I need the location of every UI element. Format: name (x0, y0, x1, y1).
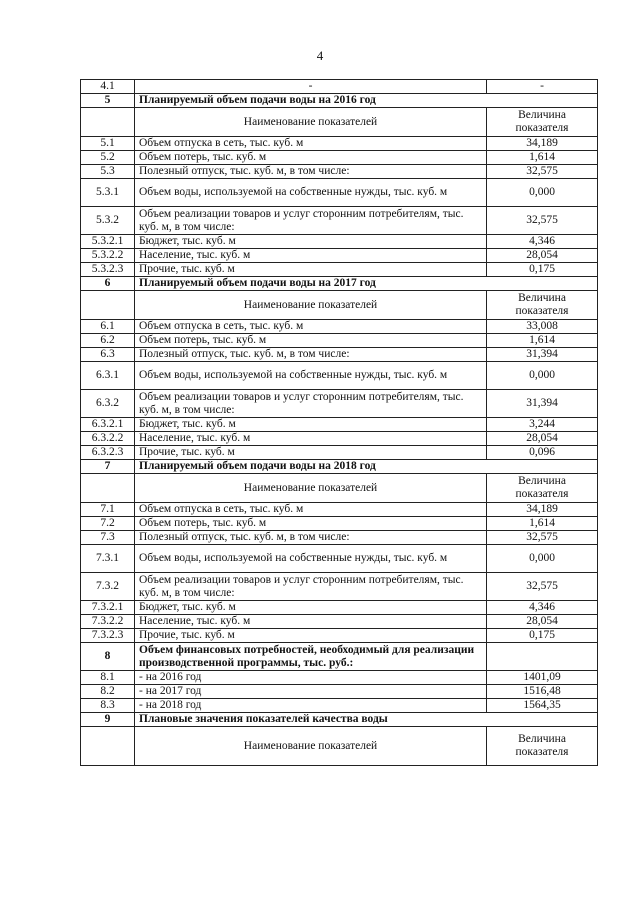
row-number: 6.3.2.3 (81, 446, 135, 460)
row-number: 4.1 (81, 80, 135, 94)
table-row (81, 615, 598, 629)
row-value: 28,054 (487, 615, 598, 629)
row-value: 32,575 (487, 531, 598, 545)
table-row (81, 503, 598, 517)
row-name: Население, тыс. куб. м (135, 432, 487, 446)
row-name: Объем реализации товаров и услуг сторонним потребителям, тыс. куб. м, в том числе: (135, 573, 487, 601)
row-name: Объем потерь, тыс. куб. м (135, 334, 487, 348)
row-name: Бюджет, тыс. куб. м (135, 601, 487, 615)
row-value: 33,008 (487, 320, 598, 334)
section-number: 7 (81, 460, 135, 474)
row-name: Объем отпуска в сеть, тыс. куб. м (135, 503, 487, 517)
section-title: Объем финансовых потребностей, необходимый для реализации производственной программы, тыс. руб.: (135, 643, 487, 671)
row-value: 34,189 (487, 503, 598, 517)
section-title: Планируемый объем подачи воды на 2018 год (135, 460, 598, 474)
row-number: 6.3.1 (81, 362, 135, 390)
table-row (81, 432, 598, 446)
row-number: 5.2 (81, 151, 135, 165)
row-number: 7.1 (81, 503, 135, 517)
table-row (81, 179, 598, 207)
header-name: Наименование показателей (135, 108, 487, 137)
row-number: 7.3.2.2 (81, 615, 135, 629)
table-row (81, 263, 598, 277)
indicator-table (80, 79, 598, 766)
row-number: 6.3 (81, 348, 135, 362)
row-name: - на 2017 год (135, 685, 487, 699)
section-title: Планируемый объем подачи воды на 2016 год (135, 94, 598, 108)
row-number: 8.1 (81, 671, 135, 685)
table-row (81, 685, 598, 699)
header-number-cell (81, 727, 135, 766)
row-number: 7.3.2.3 (81, 629, 135, 643)
row-name: Объем отпуска в сеть, тыс. куб. м (135, 320, 487, 334)
row-value: 0,096 (487, 446, 598, 460)
header-value: Величина показателя (487, 291, 598, 320)
row-name: Объем реализации товаров и услуг сторонним потребителям, тыс. куб. м, в том числе: (135, 390, 487, 418)
row-number: 7.3 (81, 531, 135, 545)
row-value: 1516,48 (487, 685, 598, 699)
table-row (81, 573, 598, 601)
row-value: 28,054 (487, 249, 598, 263)
column-header-row (81, 108, 598, 137)
section-number: 8 (81, 643, 135, 671)
table-row (81, 320, 598, 334)
row-value: 0,175 (487, 629, 598, 643)
row-name: Объем потерь, тыс. куб. м (135, 517, 487, 531)
table-row (81, 334, 598, 348)
row-number: 5.3.2 (81, 207, 135, 235)
table-row (81, 446, 598, 460)
header-value: Величина показателя (487, 108, 598, 137)
table-row (81, 137, 598, 151)
row-name: Объем воды, используемой на собственные нужды, тыс. куб. м (135, 179, 487, 207)
row-value: 0,175 (487, 263, 598, 277)
row-value: 3,244 (487, 418, 598, 432)
row-name: Бюджет, тыс. куб. м (135, 418, 487, 432)
row-value: 1,614 (487, 517, 598, 531)
row-value: 1401,09 (487, 671, 598, 685)
row-number: 6.1 (81, 320, 135, 334)
row-value: 1564,35 (487, 699, 598, 713)
section-row (81, 460, 598, 474)
row-value: 1,614 (487, 151, 598, 165)
section-title: Планируемый объем подачи воды на 2017 год (135, 277, 598, 291)
row-number: 5.3 (81, 165, 135, 179)
row-name: Объем отпуска в сеть, тыс. куб. м (135, 137, 487, 151)
table-row (81, 151, 598, 165)
table-row (81, 165, 598, 179)
row-value: 4,346 (487, 601, 598, 615)
section-number: 9 (81, 713, 135, 727)
table-row (81, 545, 598, 573)
section-value (487, 643, 598, 671)
row-name: Прочие, тыс. куб. м (135, 446, 487, 460)
header-number-cell (81, 291, 135, 320)
row-value: 4,346 (487, 235, 598, 249)
row-name: Бюджет, тыс. куб. м (135, 235, 487, 249)
section-row (81, 277, 598, 291)
row-name: Население, тыс. куб. м (135, 615, 487, 629)
row-value: 32,575 (487, 573, 598, 601)
row-number: 6.2 (81, 334, 135, 348)
row-value: 32,575 (487, 165, 598, 179)
row-number: 6.3.2 (81, 390, 135, 418)
header-value: Величина показателя (487, 474, 598, 503)
row-number: 8.3 (81, 699, 135, 713)
column-header-row (81, 727, 598, 766)
table-row (81, 80, 598, 94)
row-value: 28,054 (487, 432, 598, 446)
row-value: 34,189 (487, 137, 598, 151)
row-number: 5.3.1 (81, 179, 135, 207)
row-value: - (487, 80, 598, 94)
row-value: 0,000 (487, 179, 598, 207)
row-number: 7.3.2.1 (81, 601, 135, 615)
row-number: 5.3.2.3 (81, 263, 135, 277)
row-name: Объем воды, используемой на собственные нужды, тыс. куб. м (135, 362, 487, 390)
row-number: 8.2 (81, 685, 135, 699)
row-name: Объем воды, используемой на собственные нужды, тыс. куб. м (135, 545, 487, 573)
column-header-row (81, 474, 598, 503)
header-name: Наименование показателей (135, 727, 487, 766)
table-row (81, 235, 598, 249)
row-name: - на 2016 год (135, 671, 487, 685)
row-number: 5.1 (81, 137, 135, 151)
header-name: Наименование показателей (135, 474, 487, 503)
row-name: Объем потерь, тыс. куб. м (135, 151, 487, 165)
row-value: 32,575 (487, 207, 598, 235)
table-row (81, 671, 598, 685)
section-row (81, 643, 598, 671)
row-number: 6.3.2.2 (81, 432, 135, 446)
row-number: 7.3.2 (81, 573, 135, 601)
row-number: 7.2 (81, 517, 135, 531)
table-row (81, 629, 598, 643)
row-value: 0,000 (487, 545, 598, 573)
row-value: 1,614 (487, 334, 598, 348)
section-number: 6 (81, 277, 135, 291)
row-value: 31,394 (487, 348, 598, 362)
row-name: Объем реализации товаров и услуг сторонним потребителям, тыс. куб. м, в том числе: (135, 207, 487, 235)
row-number: 7.3.1 (81, 545, 135, 573)
table-row (81, 699, 598, 713)
row-name: Прочие, тыс. куб. м (135, 263, 487, 277)
row-name: Полезный отпуск, тыс. куб. м, в том числе: (135, 531, 487, 545)
row-name: Полезный отпуск, тыс. куб. м, в том числе: (135, 348, 487, 362)
table-row (81, 517, 598, 531)
section-row (81, 713, 598, 727)
header-name: Наименование показателей (135, 291, 487, 320)
row-name: Прочие, тыс. куб. м (135, 629, 487, 643)
row-name: Население, тыс. куб. м (135, 249, 487, 263)
row-name: Полезный отпуск, тыс. куб. м, в том числе: (135, 165, 487, 179)
table-row (81, 348, 598, 362)
table-row (81, 418, 598, 432)
section-number: 5 (81, 94, 135, 108)
section-title: Плановые значения показателей качества воды (135, 713, 598, 727)
header-number-cell (81, 108, 135, 137)
header-number-cell (81, 474, 135, 503)
table-row (81, 249, 598, 263)
section-row (81, 94, 598, 108)
table-row (81, 601, 598, 615)
table-row (81, 531, 598, 545)
page-number: 4 (316, 48, 324, 63)
table-row (81, 362, 598, 390)
row-name: - (135, 80, 487, 94)
header-value: Величина показателя (487, 727, 598, 766)
column-header-row (81, 291, 598, 320)
table-row (81, 390, 598, 418)
row-number: 5.3.2.2 (81, 249, 135, 263)
row-name: - на 2018 год (135, 699, 487, 713)
row-number: 5.3.2.1 (81, 235, 135, 249)
row-value: 31,394 (487, 390, 598, 418)
row-number: 6.3.2.1 (81, 418, 135, 432)
row-value: 0,000 (487, 362, 598, 390)
table-row (81, 207, 598, 235)
